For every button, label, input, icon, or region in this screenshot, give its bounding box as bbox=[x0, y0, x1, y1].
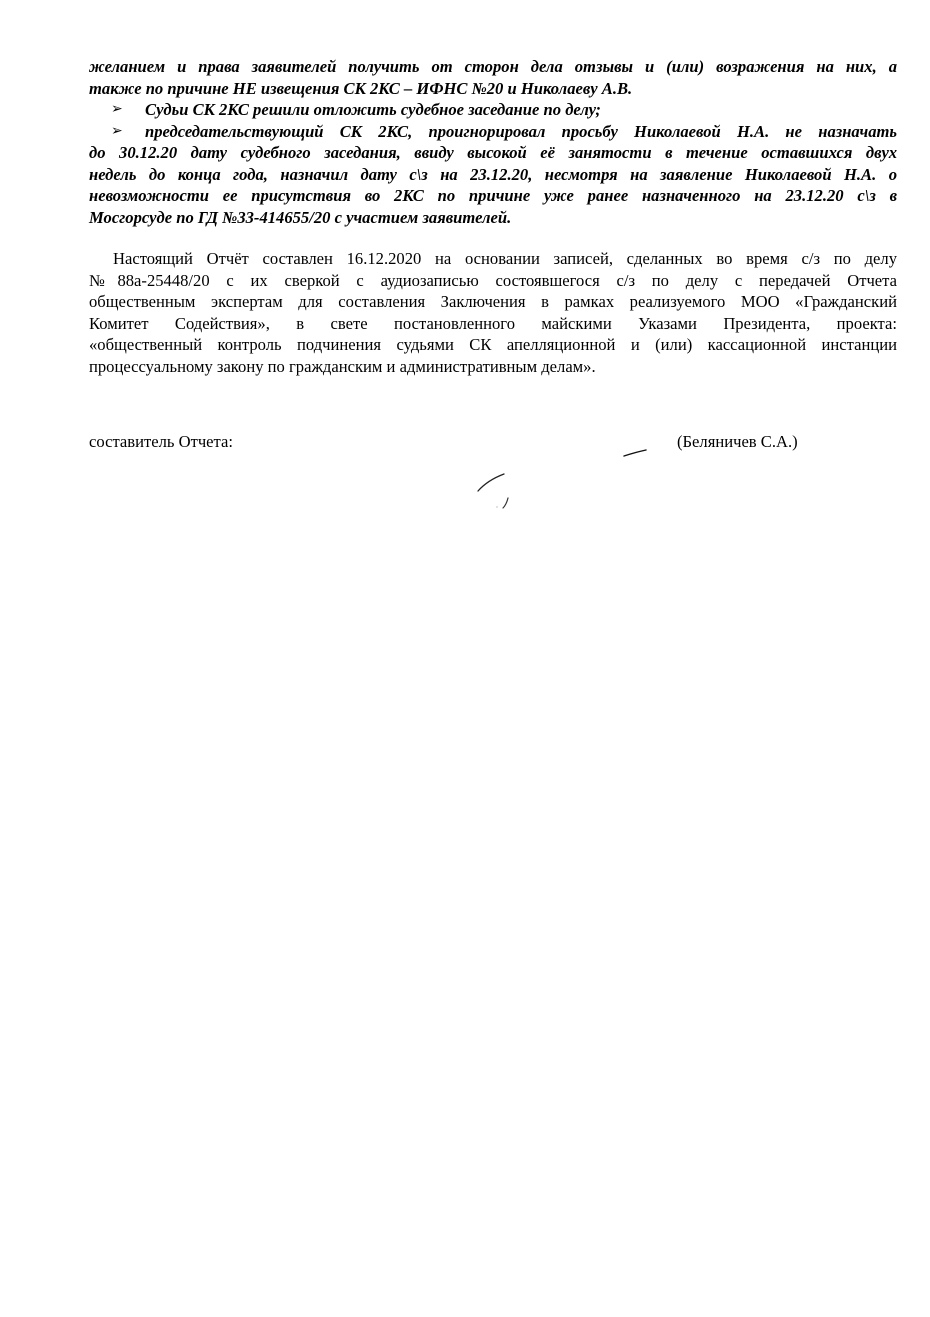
signature-name: (Беляничев С.А.) bbox=[677, 432, 798, 451]
bullet-text: Судьи СК 2КС решили отложить судебное заседание по делу; bbox=[145, 100, 601, 119]
signature-stroke bbox=[622, 446, 648, 460]
report-line: «общественный контроль подчинения судьями СК апелляционной и (или) кассационной инстанции bbox=[89, 335, 897, 354]
bullet-arrow-icon: ➢ bbox=[111, 102, 123, 117]
bullet-text-line: недель до конца года, назначил дату с\з на 23.12.20, несмотря на заявление Николаевой Н.А. о bbox=[89, 164, 897, 184]
signature-scribble bbox=[472, 470, 518, 512]
bullet-text: председательствующий СК 2КС, проигнорировал просьбу Николаевой Н.А. не назначать bbox=[145, 122, 897, 141]
report-line: общественным экспертам для составления Заключения в рамках реализуемого МОО «Гражданский bbox=[89, 292, 897, 311]
signature-label: составитель Отчета: bbox=[89, 432, 233, 451]
report-line: №88а-25448/20 с их сверкой с аудиозаписью состоявшегося с/з по делу с передачей Отчета bbox=[89, 270, 897, 290]
report-line: процессуальному закону по гражданским и административным делам». bbox=[89, 356, 596, 376]
report-line: Настоящий Отчёт составлен 16.12.2020 на основании записей, сделанных во время с/з по делу bbox=[113, 249, 897, 268]
bullet-continuation bbox=[89, 142, 897, 228]
bullet-text-line: Мосгорсуде по ГД №33-414655/20 с участием заявителей. bbox=[89, 207, 512, 227]
report-line: Комитет Содействия», в свете постановленного майскими Указами Президента, проекта: bbox=[89, 313, 897, 333]
continuation-line: также по причине НЕ извещения СК 2КС – ИФНС №20 и Николаеву А.В. bbox=[89, 78, 633, 98]
continuation-paragraph bbox=[89, 56, 897, 99]
continuation-line: желанием и права заявителей получить от сторон дела отзывы и (или) возражения на них, а bbox=[89, 57, 897, 76]
bullet-text-line: невозможности ее присутствия во 2КС по причине уже ранее назначенного на 23.12.20 с\з в bbox=[89, 186, 897, 205]
bullet-text-line: до 30.12.20 дату судебного заседания, ввиду высокой её занятости в течение оставшихся двух bbox=[89, 143, 897, 162]
report-paragraph bbox=[89, 248, 897, 377]
bullet-arrow-icon: ➢ bbox=[111, 124, 123, 139]
